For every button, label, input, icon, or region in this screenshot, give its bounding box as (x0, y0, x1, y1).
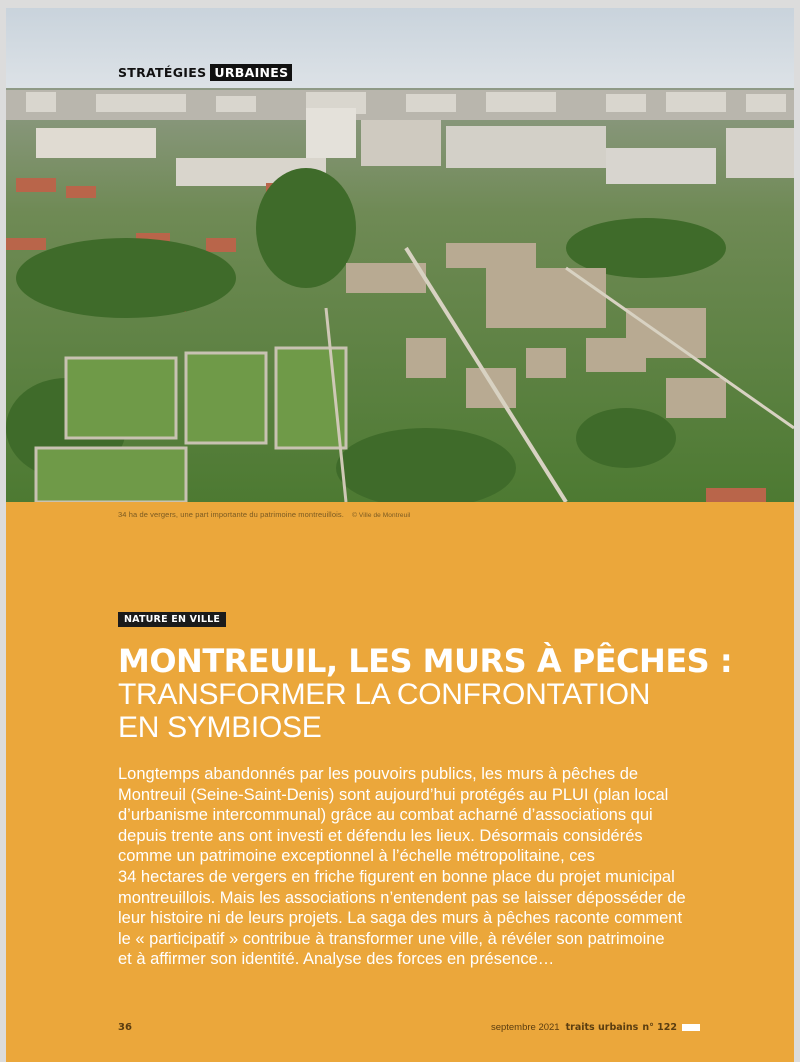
section-rubric (118, 64, 292, 81)
footer-info (491, 1022, 700, 1033)
issue-number: n° 122 (642, 1022, 677, 1033)
lead-line: montreuillois. Mais les associations n’entendent pas se laisser déposséder de (118, 888, 686, 907)
rubric-part2: URBAINES (210, 64, 292, 81)
article-title: MONTREUIL, LES MURS À PÊCHES : (118, 642, 733, 680)
article-subtitle (118, 678, 758, 744)
lead-line: Longtemps abandonnés par les pouvoirs publics, les murs à pêches de (118, 765, 639, 783)
article-tag: NATURE EN VILLE (118, 612, 226, 627)
lead-line: le « participatif » contribue à transformer une ville, à révéler son patrimoine (118, 929, 665, 948)
subtitle-line: EN SYMBIOSE (118, 711, 322, 744)
footer-date: septembre 2021 (490, 1022, 560, 1033)
rubric-part1: STRATÉGIES (118, 65, 207, 80)
caption-text: 34 ha de vergers, une part importante du patrimoine montreuillois. (118, 510, 344, 519)
magazine-name: traits urbains (565, 1022, 639, 1033)
lead-line: et à affirmer son identité. Analyse des forces en présence… (118, 950, 555, 969)
subtitle-line: TRANSFORMER LA CONFRONTATION (118, 678, 651, 711)
lead-line: depuis trente ans ont investi et défendu les lieux. Désormais considérés (118, 826, 643, 845)
aerial-photo (6, 8, 794, 502)
aerial-photo-illustration (6, 8, 794, 502)
lead-line: 34 hectares de vergers en friche figurent en bonne place du projet municipal (118, 867, 675, 886)
page-number: 36 (118, 1022, 132, 1033)
photo-credit: © Ville de Montreuil (352, 512, 411, 519)
lead-line: leur histoire ni de leurs projets. La saga des murs à pêches raconte comment (118, 909, 683, 928)
lead-line: d’urbanisme intercommunal) grâce au combat acharné d’associations qui (118, 806, 653, 825)
magazine-page (6, 8, 794, 1062)
photo-caption (118, 510, 410, 519)
lead-line: Montreuil (Seine-Saint-Denis) sont aujourd’hui protégés au PLUI (plan local (118, 785, 669, 804)
lead-line: comme un patrimoine exceptionnel à l’échelle métropolitaine, ces (118, 847, 595, 866)
article-lead (118, 764, 708, 970)
footer-bar-decoration (682, 1024, 700, 1031)
